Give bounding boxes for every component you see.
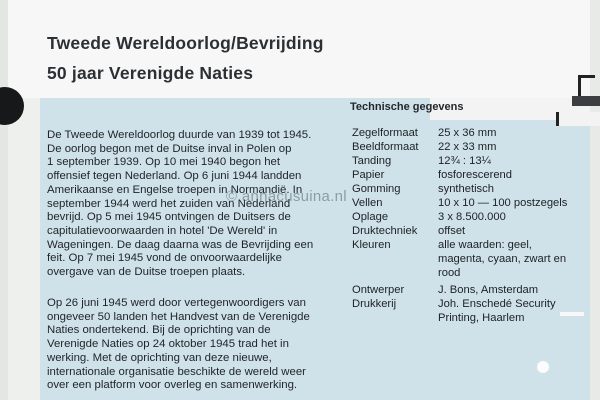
spec-label: Gomming: [352, 183, 401, 195]
right-edge: [590, 0, 600, 400]
text-line: over een platform voor overleg en samenwerking.: [47, 379, 298, 392]
watermark: © annacusuina.nl: [226, 188, 347, 205]
spec-value: fosforescerend: [438, 169, 513, 181]
corner-mark: [578, 75, 595, 96]
text-line: De Tweede Wereldoorlog duurde van 1939 tot 1945.: [47, 129, 312, 141]
spec-value: Joh. Enschedé Security: [438, 298, 556, 310]
spec-label: Tanding: [352, 155, 392, 167]
spec-label: Ontwerper: [352, 284, 405, 296]
spec-value: 12¾ : 13¼: [438, 155, 491, 167]
text-line: capitulatievoorwaarden in hotel 'De Wereld' in: [47, 224, 278, 237]
spec-value: offset: [438, 225, 466, 237]
spec-label: Zegelformaat: [352, 127, 418, 139]
specs-heading: Technische gegevens: [350, 101, 464, 113]
text-line: werking. Met de oprichting van deze nieuwe,: [47, 351, 272, 364]
spec-label: Drukkerij: [352, 298, 397, 310]
spec-value: Printing, Haarlem: [438, 312, 525, 324]
spec-value: alle waarden: geel,: [438, 239, 532, 251]
spec-label: Druktechniek: [352, 225, 418, 237]
text-line: Wageningen. De daag daarna was de Bevrijding een: [47, 238, 314, 251]
spec-label: Beeldformaat: [352, 141, 419, 153]
title-line-2: 50 jaar Verenigde Naties: [47, 63, 254, 83]
text-line: overgave van de Duitse troepen plaats.: [47, 266, 246, 279]
spec-value: J. Bons, Amsterdam: [438, 284, 539, 296]
spec-value: magenta, cyaan, zwart en: [438, 253, 567, 265]
white-bar: [560, 312, 584, 316]
spec-label: Oplage: [352, 211, 389, 223]
title-line-1: Tweede Wereldoorlog/Bevrijding: [47, 33, 324, 53]
white-tab: [556, 112, 600, 126]
text-line: 1 september 1939. Op 10 mei 1940 begon het: [47, 156, 281, 169]
text-line: internationale organisatie beschikte de wereld weer: [47, 365, 306, 378]
dark-bar: [572, 96, 600, 106]
spec-label: Vellen: [352, 197, 383, 209]
paragraph-2: [47, 297, 337, 393]
text-line: offensief tegen Nederland. Op 6 juni 1944 landden: [47, 170, 302, 183]
spec-value: 25 x 36 mm: [438, 127, 497, 139]
spec-label: Papier: [352, 169, 385, 181]
text-line: Verenigde Naties op 24 oktober 1945 trad het in: [47, 338, 289, 351]
spec-value: 10 x 10 — 100 postzegels: [438, 197, 568, 209]
text-line: Op 26 juni 1945 werd door vertegenwoordigers van: [47, 297, 306, 309]
text-line: De oorlog begon met de Duitse inval in Polen op: [47, 142, 292, 155]
text-line: Naties ondertekend. Bij de oprichting van de: [47, 324, 271, 337]
spec-value: rood: [438, 267, 461, 279]
spec-label: Kleuren: [352, 239, 391, 251]
white-dot: [537, 361, 549, 373]
binder-edge: [0, 0, 8, 400]
text-line: feit. Op 7 mei 1945 vond de onvoorwaardelijke: [47, 252, 282, 265]
spec-value: 22 x 33 mm: [438, 141, 497, 153]
text-line: bevrijd. Op 5 mei 1945 ontvingen de Duitsers de: [47, 211, 291, 224]
text-line: ongeveer 50 landen het Handvest van de Verenigde: [47, 310, 310, 323]
text-line: september 1944 werd het zuiden van Nederland: [47, 197, 291, 210]
text-line: Amerikaanse en Engelse troepen in Normandië. In: [47, 183, 303, 196]
spec-value: 3 x 8.500.000: [438, 211, 506, 223]
spec-value: synthetisch: [438, 183, 494, 195]
